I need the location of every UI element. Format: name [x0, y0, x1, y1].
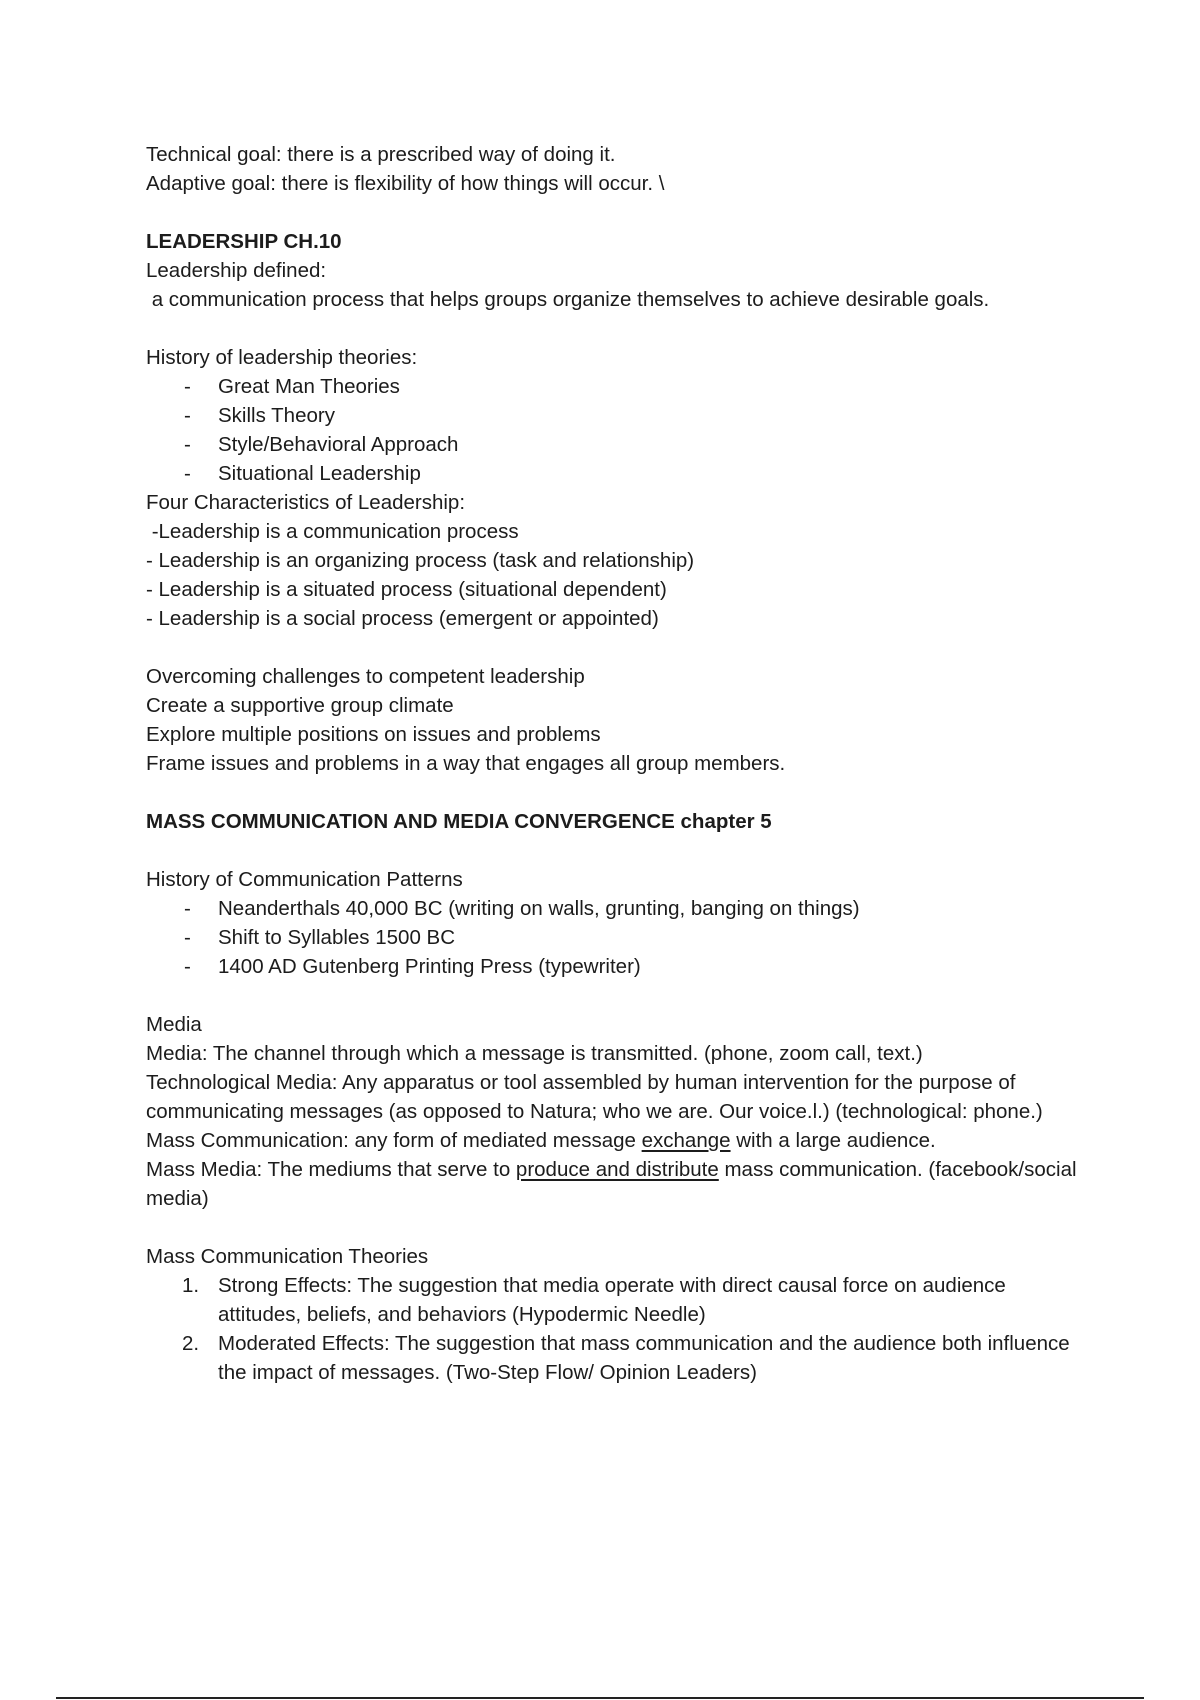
dash-bullet: -: [184, 433, 191, 456]
mass-comm-def-pre: Mass Communication: any form of mediated message: [146, 1129, 642, 1152]
list-item: [146, 1271, 1126, 1329]
leadership-history-label: History of leadership theories:: [146, 346, 418, 369]
history-item: Neanderthals 40,000 BC (writing on walls, grunting, banging on things): [218, 897, 860, 920]
theory-text: Moderated Effects: The suggestion that mass communication and the audience both influence the impact of messages. (Two-Step Flow/ Opinion Leaders): [218, 1332, 1070, 1384]
history-item: Shift to Syllables 1500 BC: [218, 926, 456, 949]
technical-goal-line: Technical goal: there is a prescribed way of doing it.: [146, 143, 616, 166]
list-number: 1.: [182, 1274, 200, 1297]
list-item: [146, 923, 1126, 952]
comm-history-label: History of Communication Patterns: [146, 868, 463, 891]
mass-media-def-pre: Mass Media: The mediums that serve to: [146, 1158, 516, 1181]
list-item: [146, 1329, 1126, 1387]
challenge-line: Frame issues and problems in a way that engages all group members.: [146, 752, 786, 775]
history-item: 1400 AD Gutenberg Printing Press (typewriter): [218, 955, 641, 978]
mass-media-def-underlined: produce and distribute: [515, 1158, 719, 1181]
mass-comm-definition: [146, 1126, 1126, 1155]
media-label: Media: [146, 1013, 202, 1036]
theory-item: Skills Theory: [218, 404, 335, 427]
page-bottom-rule: [56, 1697, 1144, 1699]
dash-bullet: -: [184, 955, 191, 978]
challenge-line: Explore multiple positions on issues and problems: [146, 723, 601, 746]
list-item: [146, 952, 1126, 981]
characteristic-item: -Leadership is a communication process: [146, 520, 519, 543]
characteristics-label: Four Characteristics of Leadership:: [146, 491, 466, 514]
mass-media-definition: [146, 1155, 1106, 1213]
theory-item: Great Man Theories: [218, 375, 400, 398]
characteristic-item: - Leadership is a situated process (situational dependent): [146, 578, 667, 601]
list-item: [146, 459, 1126, 488]
theories-label: Mass Communication Theories: [146, 1245, 429, 1268]
dash-bullet: -: [184, 462, 191, 485]
list-item: [146, 430, 1126, 459]
mass-comm-heading: MASS COMMUNICATION AND MEDIA CONVERGENCE chapter 5: [146, 810, 772, 833]
tech-media-definition: Technological Media: Any apparatus or tool assembled by human intervention for the purpose of communicating messages (as opposed to Natura; who we are. Our voice.l.) (technological: phone.): [146, 1071, 1043, 1123]
mass-media-def-post: mass communication. (facebook/social media): [146, 1158, 1077, 1210]
characteristic-item: - Leadership is a social process (emergent or appointed): [146, 607, 659, 630]
dash-bullet: -: [184, 926, 191, 949]
theory-text: Strong Effects: The suggestion that media operate with direct causal force on audience attitudes, beliefs, and behaviors (Hypodermic Needle): [218, 1274, 1006, 1326]
dash-bullet: -: [184, 404, 191, 427]
list-item: [146, 894, 1126, 923]
media-definition: Media: The channel through which a message is transmitted. (phone, zoom call, text.): [146, 1042, 923, 1065]
mass-comm-def-underlined: exchange: [641, 1129, 731, 1152]
mass-comm-def-post: with a large audience.: [730, 1129, 936, 1152]
characteristic-item: - Leadership is an organizing process (task and relationship): [146, 549, 695, 572]
leadership-defined-label: Leadership defined:: [146, 259, 327, 282]
adaptive-goal-line: Adaptive goal: there is flexibility of how things will occur. \: [146, 172, 665, 195]
dash-bullet: -: [184, 375, 191, 398]
challenge-line: Create a supportive group climate: [146, 694, 454, 717]
list-number: 2.: [182, 1332, 200, 1355]
leadership-heading: LEADERSHIP CH.10: [146, 230, 342, 253]
dash-bullet: -: [184, 897, 191, 920]
list-item: [146, 401, 1126, 430]
list-item: [146, 372, 1126, 401]
challenge-line: Overcoming challenges to competent leadership: [146, 665, 585, 688]
leadership-definition: a communication process that helps groups organize themselves to achieve desirable goals.: [146, 288, 990, 311]
document-page: [146, 140, 1126, 1387]
theory-item: Situational Leadership: [218, 462, 421, 485]
theory-item: Style/Behavioral Approach: [218, 433, 459, 456]
